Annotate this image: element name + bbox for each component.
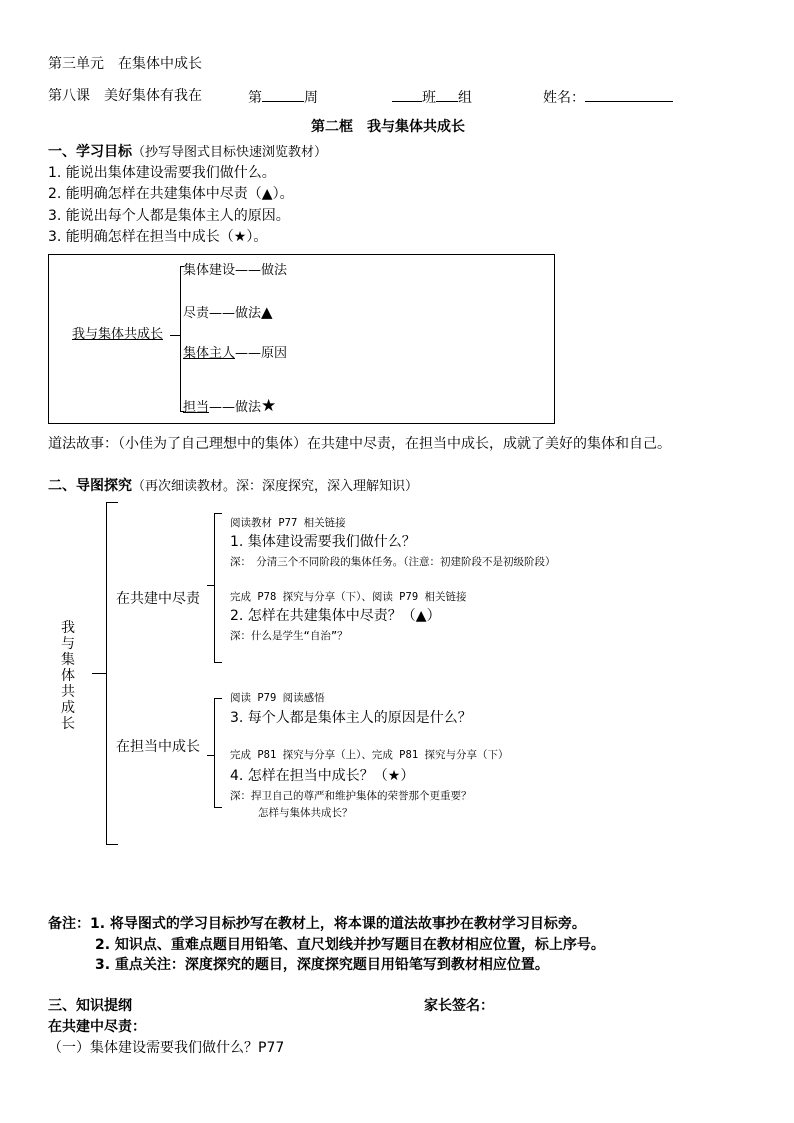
explore-question-1: 1. 集体建设需要我们做什么？ [230,534,416,550]
branch1-brace-bottom [214,662,222,663]
week-blank[interactable] [262,89,304,102]
story-text: 道法故事：（小佳为了自己理想中的集体）在共建中尽责，在担当中成长，成就了美好的集体和自己。 [48,436,671,452]
explore-deep-4b: 怎样与集体共成长？ [258,807,353,819]
parent-signature-label: 家长签名： [424,998,494,1014]
explore-deep-2: 深：什么是学生“自治”？ [230,630,348,642]
branch2-brace-bottom [214,807,222,808]
lesson-title: 第八课 美好集体有我在 [48,88,202,104]
frame-title: 第二框 我与集体共成长 [311,119,465,135]
branch1-brace-top [214,513,222,514]
branch-text: 做法 [235,306,262,321]
remarks-line-2: 2. 知识点、重难点题目用铅笔、直尺划线并抄写题目在教材相应位置，标上序号。 [95,937,605,953]
outline-heading: 三、知识提纲 [48,998,132,1014]
week-field [248,89,318,105]
week-prefix: 第 [248,90,262,106]
branch1-brace [214,513,215,663]
star-icon: ★ [261,396,277,416]
explore-note-4: 完成 P81 探究与分享（上）、完成 P81 探究与分享（下） [230,749,509,761]
branch2-brace [214,698,215,808]
class-group-field [392,89,472,105]
explore-root-vertical: 我与集体共成长 [61,620,75,732]
explore-main-brace [106,502,107,845]
explore-deep-1: 深： 分清三个不同阶段的集体任务。（注意：初建阶段不是初级阶段） [230,556,556,568]
branch2-brace-top [214,698,222,699]
class-blank[interactable] [392,89,422,102]
remarks-text-1: 1. 将导图式的学习目标抄写在教材上，将本课的道法故事抄在教材学习目标旁。 [90,916,586,932]
name-label: 姓名： [543,90,585,106]
explore-question-3: 3. 每个人都是集体主人的原因是什么？ [230,710,472,726]
objectives-heading-note: （抄写导图式目标快速浏览教材） [132,145,328,160]
mindmap-branch-3 [183,347,287,360]
class-label: 班 [422,90,436,106]
outline-item-1: （一）集体建设需要我们做什么？P77 [48,1040,285,1056]
explore-branch-1: 在共建中尽责 [116,591,200,607]
branch-label: 尽责 [183,306,210,321]
mindmap-branch-4 [183,398,276,415]
explore-connector [92,673,106,674]
branch-sep: —— [235,346,262,361]
objective-item: 3. 能明确怎样在担当中成长（★）。 [48,229,268,245]
mindmap-branch-1 [183,264,287,277]
explore-deep-4a: 深：捍卫自己的尊严和维护集体的荣誉那个更重要？ [230,790,472,802]
outline-sub: 在共建中尽责： [48,1019,146,1035]
branch-label: 担当 [183,400,210,415]
branch-text: 做法 [261,263,288,278]
remarks-line-3: 3. 重点关注：深度探究的题目，深度探究题目用铅笔写到教材相应位置。 [95,957,549,973]
objectives-heading-row [48,145,327,159]
explore-question-2: 2. 怎样在共建集体中尽责？（▲） [230,608,441,624]
explore-note-2: 完成 P78 探究与分享（下）、阅读 P79 相关链接 [230,591,467,603]
explore-note-1: 阅读教材 P77 相关链接 [230,517,346,529]
name-field [543,89,673,105]
objective-item: 1. 能说出集体建设需要我们做什么。 [48,165,276,181]
mindmap-brace [180,266,181,412]
explore-main-brace-top [106,502,118,503]
branch-sep: —— [209,306,236,321]
explore-branch-2: 在担当中成长 [116,739,200,755]
branch-text: 做法 [235,400,262,415]
name-blank[interactable] [585,89,673,102]
explore-main-brace-bottom [106,844,118,845]
mindmap-branch-2 [183,305,273,320]
branch-label: 集体建设 [183,263,236,278]
mindmap-root: 我与集体共成长 [72,327,164,342]
group-blank[interactable] [436,89,458,102]
mindmap-connector [170,335,180,336]
objective-item: 2. 能明确怎样在共建集体中尽责（▲）。 [48,186,294,202]
unit-title: 第三单元 在集体中成长 [48,56,202,72]
branch-text: 原因 [261,346,288,361]
objectives-heading: 一、学习目标 [48,144,132,160]
branch-label: 集体主人 [183,346,236,361]
group-label: 组 [458,90,472,106]
explore-heading: 二、导图探究 [48,478,132,494]
remarks-lead: 备注： [48,916,90,932]
branch-sep: —— [235,263,262,278]
explore-heading-row [48,479,418,493]
explore-note-3: 阅读 P79 阅读感悟 [230,692,325,704]
objective-item: 3. 能说出每个人都是集体主人的原因。 [48,208,290,224]
remarks-line-1 [48,917,586,931]
week-suffix: 周 [304,90,318,106]
triangle-icon: ▲ [261,303,273,321]
explore-heading-note: （再次细读教材。深：深度探究，深入理解知识） [132,479,419,494]
branch-sep: —— [209,400,236,415]
explore-question-4: 4. 怎样在担当中成长？（★） [230,768,415,784]
